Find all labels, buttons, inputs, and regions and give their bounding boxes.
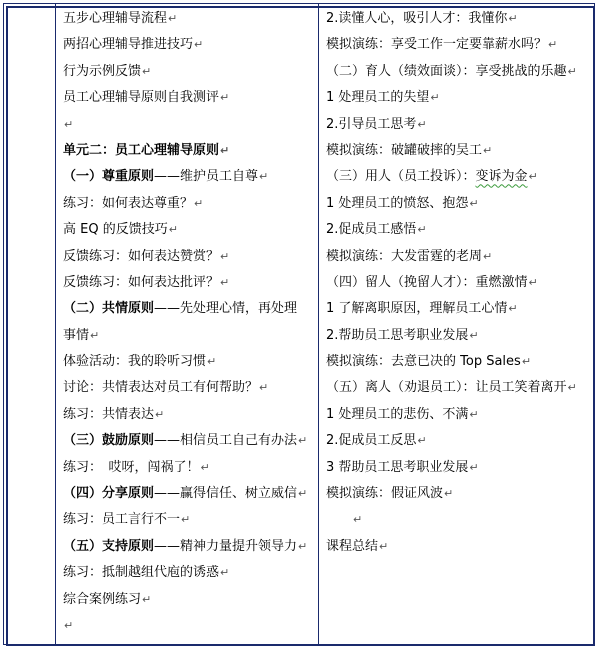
text-line: 综合案例练习↵ (63, 591, 152, 607)
text-line: 体验活动：我的聆听习惯↵ (63, 354, 217, 370)
text-line: 模拟演练：去意已决的 Top Sales↵ (326, 354, 532, 370)
text-line: 员工心理辅导原则自我测评↵ (63, 90, 230, 106)
text-line: 行为示例反馈↵ (63, 63, 152, 79)
principle-heading: （三）鼓励原则——相信员工自己有办法↵ (63, 433, 308, 449)
text-line: 1 处理员工的愤怒、抱怨↵ (326, 195, 479, 211)
text-line: 1 了解离职原因，理解员工心情↵ (326, 301, 518, 317)
text-line: 五步心理辅导流程↵ (63, 11, 178, 26)
empty-line: ↵ (64, 117, 74, 131)
text-line: 练习： 哎呀，闯祸了！↵ (63, 459, 210, 475)
text-line: 模拟演练：享受工作一定要靠薪水吗？↵ (326, 37, 558, 53)
text-line: 高 EQ 的反馈技巧↵ (63, 222, 178, 238)
text-line: 练习：如何表达尊重？↵ (63, 195, 204, 211)
text-line: 2.读懂人心，吸引人才：我懂你↵ (326, 11, 518, 26)
text-line: 练习：抵制越组代庖的诱惑↵ (63, 565, 230, 581)
column-divider-left (55, 3, 56, 646)
text-line: 反馈练习：如何表达赞赏？↵ (63, 248, 230, 264)
empty-line: ↵ (64, 618, 74, 632)
text-line: 模拟演练：破罐破摔的吴工↵ (326, 142, 493, 158)
text-line: 两招心理辅导推进技巧↵ (63, 37, 204, 53)
text-line: 1 处理员工的失望↵ (326, 90, 440, 106)
text-line: 模拟演练：大发雷霆的老周↵ (326, 248, 493, 264)
principle-heading: （四）分享原则——赢得信任、树立威信↵ (63, 486, 308, 502)
text-line: 讨论：共情表达对员工有何帮助？↵ (63, 380, 269, 396)
left-column (63, 6, 318, 639)
text-line: 2.促成员工反思↵ (326, 433, 427, 449)
empty-line: ↵ (353, 513, 363, 527)
text-line: 反馈练习：如何表达批评？↵ (63, 274, 230, 290)
text-line: 2.帮助员工思考职业发展↵ (326, 327, 479, 343)
text-line: （五）离人（劝退员工）：让员工笑着离开↵ (326, 380, 577, 396)
text-line: （四）留人（挽留人才）：重燃激情↵ (326, 274, 538, 290)
right-column (326, 6, 590, 560)
principle-heading: （二）共情原则——先处理心情，再处理 (63, 301, 298, 317)
principle-heading: （五）支持原则——精神力量提升领导力↵ (63, 538, 308, 554)
text-line: 练习：员工言行不一↵ (63, 512, 191, 528)
text-line: （二）育人（绩效面谈）：享受挑战的乐趣↵ (326, 63, 577, 79)
spellcheck-underlined-text: 变诉为金 (475, 169, 528, 185)
text-line: 2.引导员工思考↵ (326, 116, 427, 132)
principle-heading: （一）尊重原则——维护员工自尊↵ (63, 169, 269, 185)
text-line: 2.促成员工感悟↵ (326, 222, 427, 238)
text-line: 3 帮助员工思考职业发展↵ (326, 459, 479, 475)
text-line: 模拟演练：假证风波↵ (326, 486, 454, 502)
text-line: 练习：共情表达↵ (63, 406, 165, 422)
text-line: （三）用人（员工投诉）：变诉为金↵ (326, 169, 538, 185)
text-line: 1 处理员工的悲伤、不满↵ (326, 406, 479, 422)
unit-heading: 单元二：员工心理辅导原则↵ (63, 142, 230, 158)
text-line: 课程总结↵ (326, 538, 389, 554)
text-line: 事情↵ (63, 327, 100, 343)
column-divider-middle (318, 3, 319, 646)
